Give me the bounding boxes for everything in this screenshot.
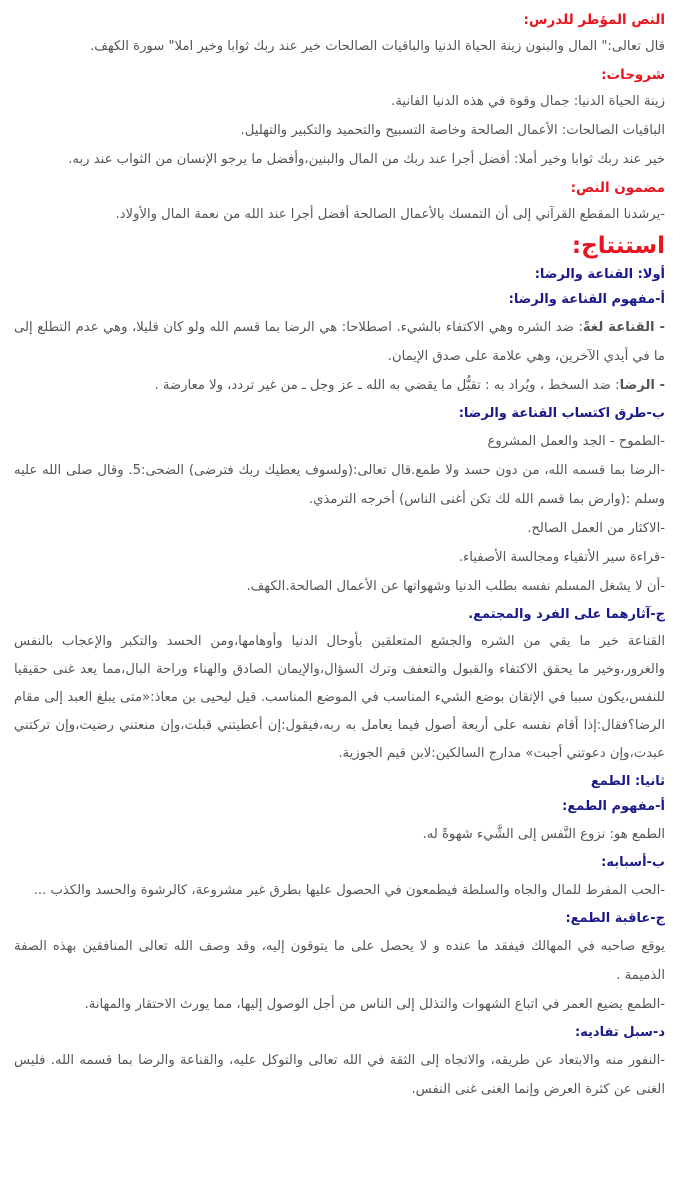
list-item: -الاكثار من العمل الصالح. xyxy=(527,521,665,536)
text-title: النص المؤطر للدرس: xyxy=(523,12,665,28)
second-c-title: ج-عاقبة الطمع: xyxy=(565,911,665,926)
second-section-title: ثانيا: الطمع xyxy=(590,774,665,789)
effects-body: القناعة خير ما يقي من الشره والجشع المتعلقين بأوحال الدنيا وأوهامها،ومن الحسد والتكبر والإعجاب بالنفس والغرور،وخير ما يحقق الاكتفاء والقبول والتعفف وترك السؤال،والإيمان الصادق والهناء وراحة البال،مما يعد غنى حقيقيا للنفس،يكون سببا في الإتقان بوضع الشيء المناسب في الموضع المناسب. قيل ليحيى بن معاذ:«متى يبلغ العبد إلى مقام الرضا؟فقال:إذا أقام نفسه على أربعة أصول فيما يعامل به ربه،فيقول:إن أعطيتني قبلت،وإن منعتني رضيت،وإن تركتني عبدت،وإن دعوتني أجبت» مدارج السالكين:لابن قيم الجوزية. xyxy=(14,634,665,761)
qanaa-text: : ضد الشره وهي الاكتفاء بالشيء. اصطلاحا: هي الرضا بما قسم الله ولو كان قليلا، وهي عدم التطلع إلى ما في أيدي الآخرين، وهي علامة على صدق الإيمان. xyxy=(14,320,665,364)
rida-text: : ضد السخط ، ويُراد به : تقبُّل ما يقضي به الله ـ عز وجل ـ من غير تردد، ولا معارضة . xyxy=(154,378,620,393)
list-item: -قراءة سير الأتقياء ومجالسة الأصفياء. xyxy=(458,550,665,565)
rida-definition xyxy=(14,371,665,400)
rida-label: - الرضا xyxy=(619,378,665,393)
first-a-title: أ-مفهوم القناعة والرضا: xyxy=(508,292,665,307)
content-title: مضمون النص: xyxy=(570,180,665,196)
greed-definition: الطمع هو: نزوع النَّفس إلى الشَّيء شهوةً له. xyxy=(422,827,665,842)
explanations-title: شروحات: xyxy=(601,67,665,83)
avoidance-body: -النفور منه والابتعاد عن طريقه، والاتجاه إلى الثقة في الله تعالى والتوكل عليه، والقناعة والرضا بما قسمه الله. فليس الغنى عن كثرة العرض وإنما الغنى غنى النفس. xyxy=(14,1053,665,1097)
second-b-title: ب-أسبابه: xyxy=(601,855,665,870)
list-item: -أن لا يشغل المسلم نفسه بطلب الدنيا وشهواتها عن الأعمال الصالحة.الكهف. xyxy=(246,579,665,594)
second-a-title: أ-مفهوم الطمع: xyxy=(562,799,665,814)
quran-text: قال تعالى:" المال والبنون زينة الحياة الدنيا والباقيات الصالحات خير عند ربك ثوابا وخير املا" سورة الكهف. xyxy=(90,39,665,54)
qanaa-definition xyxy=(14,313,665,371)
greed-causes: -الحب المفرط للمال والجاه والسلطة فيطمعون في الحصول عليها بطرق غير مشروعة، كالرشوة والحسد والكذب ... xyxy=(33,883,665,898)
first-c-title: ج-آثارهما على الفرد والمجتمع. xyxy=(468,607,665,622)
first-b-title: ب-طرق اكتساب القناعة والرضا: xyxy=(458,406,665,421)
second-d-title: د-سبل تفاديه: xyxy=(574,1025,665,1040)
explanation-item: خير عند ربك ثوابا وخير أملا: أفضل أجرا عند ربك من المال والبنين،وأفضل ما يرجو الإنسان من الثواب عند ربه. xyxy=(68,152,665,167)
first-section-title: أولا: القناعة والرضا: xyxy=(534,267,665,282)
explanation-item: زينة الحياة الدنيا: جمال وقوة في هذه الدنيا الفانية. xyxy=(391,94,665,109)
conclusion-title: استنتاج: xyxy=(571,233,665,259)
qanaa-label: - القناعة لغةً xyxy=(582,320,665,335)
content-body: -يرشدنا المقطع القرآني إلى أن التمسك بالأعمال الصالحة أفضل أجرا عند الله من نعمة المال والأولاد. xyxy=(115,207,665,222)
list-item: يوقع صاحبه في المهالك فيفقد ما عنده و لا يحصل على ما يتوقون إليه، وقد وصف الله تعالى المنافقين بهذه الصفة الذميمة . xyxy=(14,939,665,983)
list-item: -الرضا بما قسمه الله، من دون حسد ولا طمع.قال تعالى:(ولسوف يعطيك ربك فترضى) الضحى:5. وقال صلى الله عليه وسلم :(وارض بما قسم الله لك تكن أغنى الناس) أخرجه الترمذي. xyxy=(14,463,665,507)
explanation-item: الباقيات الصالحات: الأعمال الصالحة وخاصة التسبيح والتحميد والتكبير والتهليل. xyxy=(240,123,665,138)
list-item: -الطمع يضيع العمر في اتباع الشهوات والتذلل إلى الناس من أجل الوصول إليها، مما يورث الاحتقار والمهانة. xyxy=(84,997,665,1012)
list-item: -الطموح - الجد والعمل المشروع xyxy=(487,434,665,449)
